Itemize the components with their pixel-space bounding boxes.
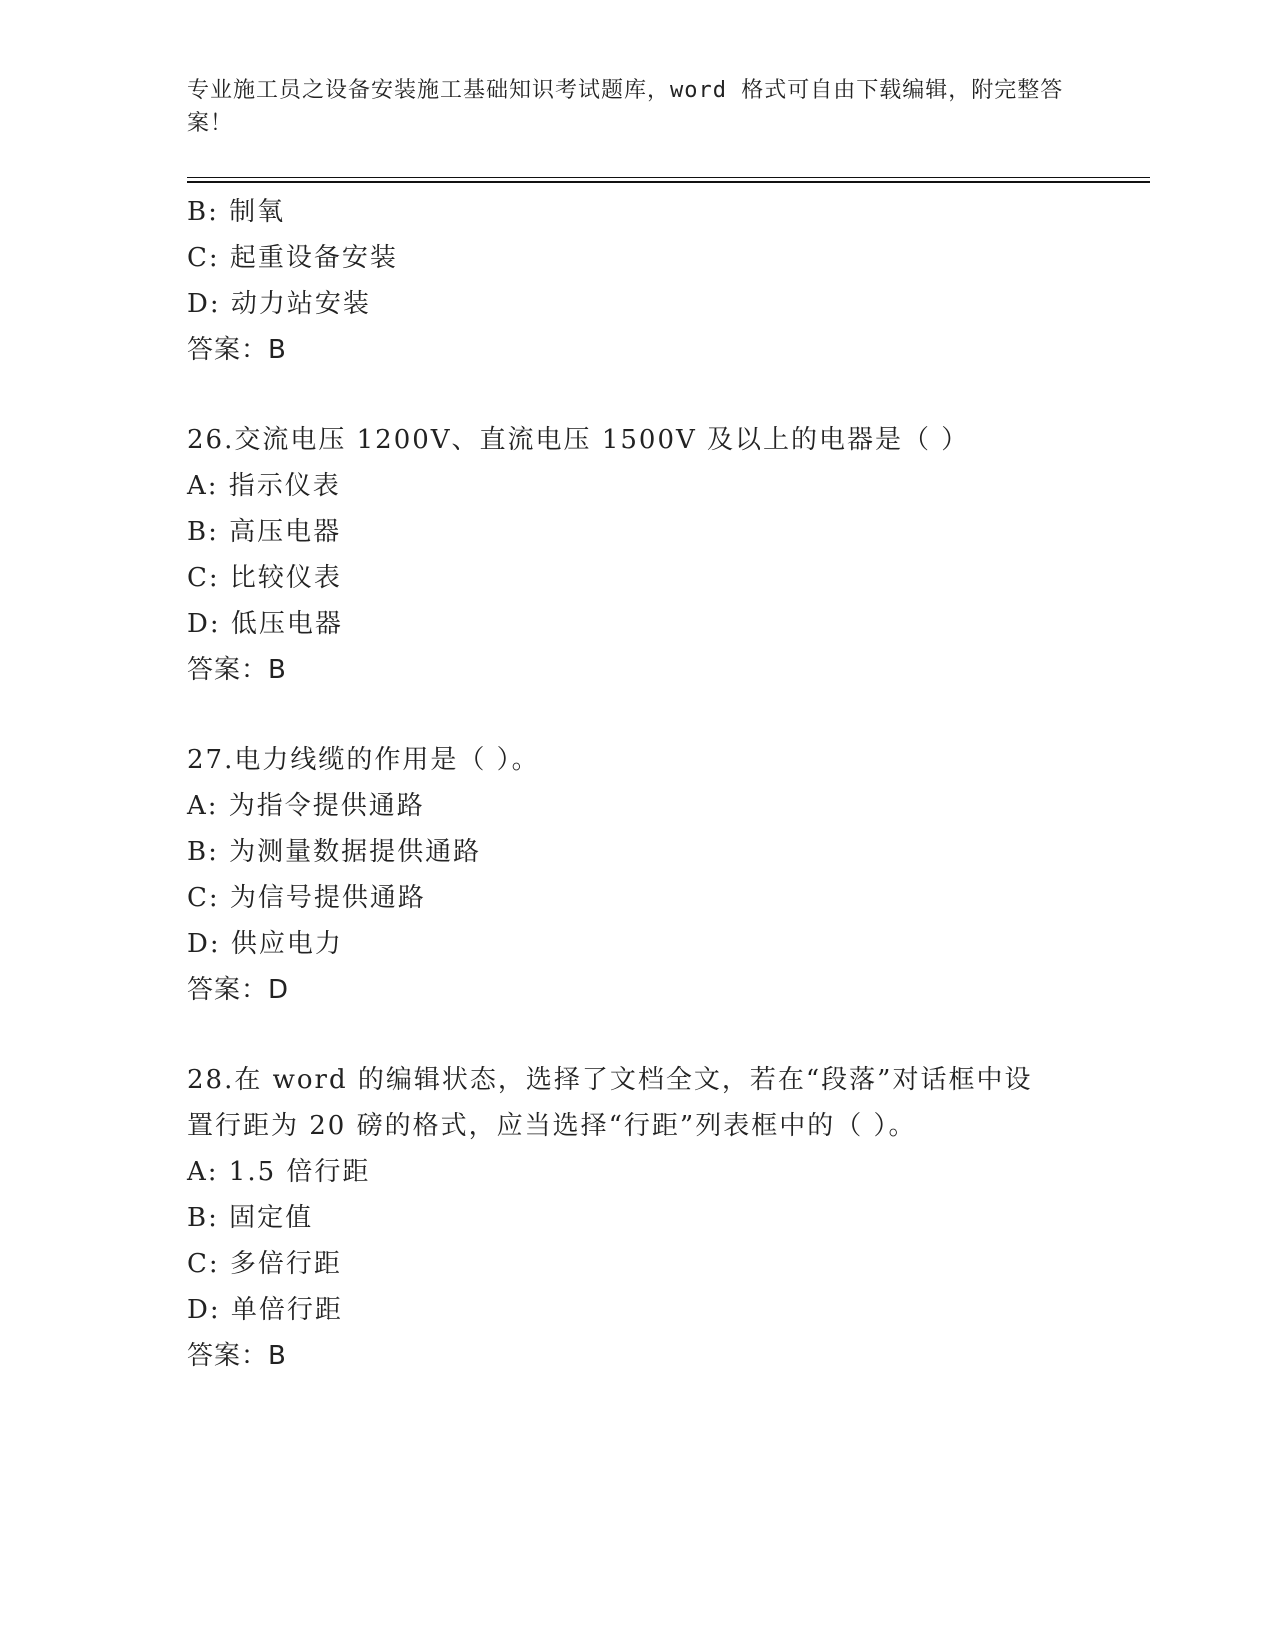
spacer bbox=[187, 373, 1127, 417]
header-divider-thin bbox=[187, 177, 1150, 178]
spacer bbox=[187, 1013, 1127, 1057]
document-header: 专业施工员之设备安装施工基础知识考试题库，word 格式可自由下载编辑，附完整答案！ bbox=[187, 78, 1064, 136]
option-b: B: 制氧 bbox=[187, 197, 286, 227]
spacer bbox=[187, 693, 1127, 737]
answer-line: 答案：B bbox=[187, 655, 287, 685]
option-a: A: 1.5 倍行距 bbox=[187, 1157, 371, 1187]
option-a: A: 为指令提供通路 bbox=[187, 791, 425, 821]
option-c: C: 多倍行距 bbox=[187, 1249, 342, 1279]
question-block-26 bbox=[187, 417, 1127, 693]
question-block-27 bbox=[187, 737, 1127, 1013]
question-text: 28.在 word 的编辑状态，选择了文档全文，若在“段落”对话框中设置行距为 20 磅的格式，应当选择“行距”列表框中的（ ）。 bbox=[187, 1065, 1033, 1141]
option-c: C: 起重设备安装 bbox=[187, 243, 398, 273]
option-b: B: 固定值 bbox=[187, 1203, 314, 1233]
header-divider-thick bbox=[187, 181, 1150, 183]
option-a: A: 指示仪表 bbox=[187, 471, 341, 501]
question-block-25 bbox=[187, 189, 1127, 373]
question-text: 26.交流电压 1200V、直流电压 1500V 及以上的电器是（ ） bbox=[187, 425, 970, 455]
option-d: D: 供应电力 bbox=[187, 929, 343, 959]
option-c: C: 比较仪表 bbox=[187, 563, 342, 593]
option-b: B: 为测量数据提供通路 bbox=[187, 837, 482, 867]
question-block-28 bbox=[187, 1057, 1127, 1379]
option-d: D: 低压电器 bbox=[187, 609, 343, 639]
option-b: B: 高压电器 bbox=[187, 517, 342, 547]
option-c: C: 为信号提供通路 bbox=[187, 883, 426, 913]
answer-line: 答案：B bbox=[187, 1341, 287, 1371]
option-d: D: 动力站安装 bbox=[187, 289, 371, 319]
question-text: 27.电力线缆的作用是（ ）。 bbox=[187, 745, 540, 775]
answer-line: 答案：B bbox=[187, 335, 287, 365]
answer-line: 答案：D bbox=[187, 975, 290, 1005]
question-list bbox=[187, 189, 1127, 1379]
option-d: D: 单倍行距 bbox=[187, 1295, 343, 1325]
